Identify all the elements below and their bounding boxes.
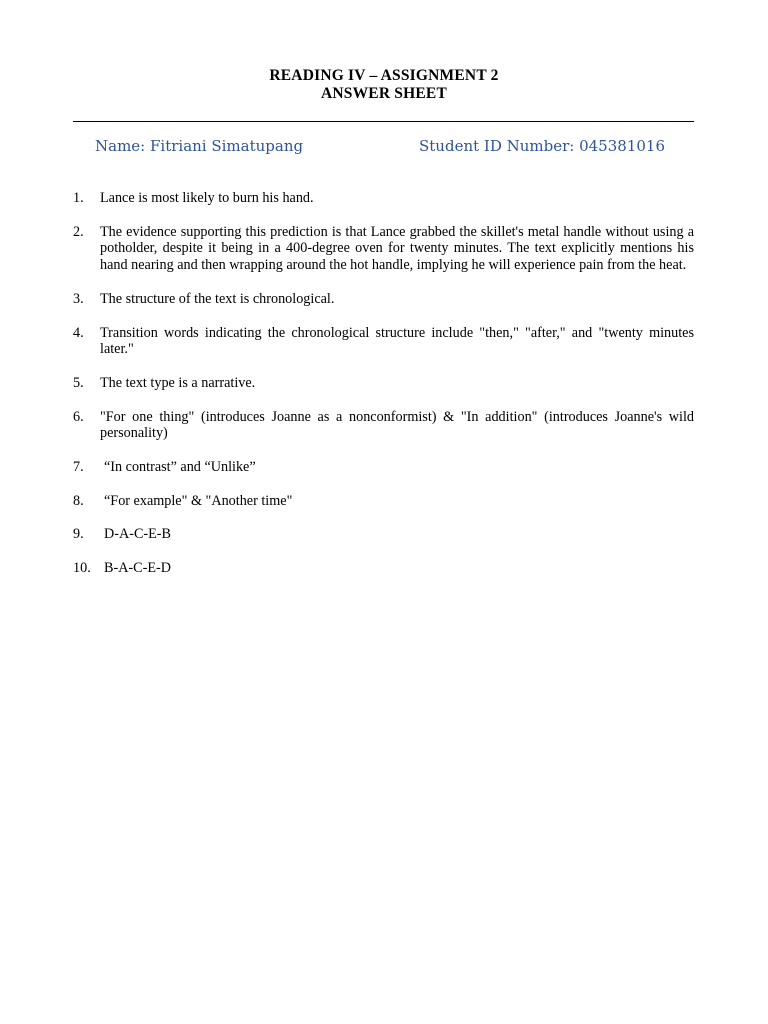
answer-number: 4.: [73, 324, 84, 341]
horizontal-rule: [73, 121, 694, 122]
list-item: [73, 224, 694, 274]
student-info: [95, 137, 695, 157]
answer-text: The structure of the text is chronological.: [100, 290, 335, 307]
answer-number: 6.: [73, 408, 84, 425]
list-item: [73, 409, 694, 442]
answer-text: “For example" & "Another time": [104, 492, 293, 509]
answer-number: 1.: [73, 190, 84, 206]
list-item: [73, 493, 694, 510]
list-item: [73, 459, 694, 476]
list-item: [73, 375, 694, 392]
list-item: [73, 526, 694, 543]
answer-text: The evidence supporting this prediction is that Lance grabbed the skillet's metal handle without using a potholder, despite it being in a 400-degree oven for twenty minutes. The text explicitly mentions his hand nearing and then wrapping around the hot handle, implying he will experience pain from the heat.: [100, 223, 694, 274]
answer-number: 7.: [73, 459, 84, 476]
document-title: [0, 67, 768, 103]
list-item: [73, 291, 694, 308]
answer-text: Transition words indicating the chronological structure include "then," "after," and "twenty minutes later.": [100, 324, 694, 358]
list-item: [73, 325, 694, 358]
answer-text: B-A-C-E-D: [104, 560, 171, 577]
answer-number: 10.: [73, 560, 91, 577]
answer-list: [73, 190, 694, 594]
answer-text: Lance is most likely to burn his hand.: [100, 190, 314, 206]
list-item: [73, 190, 694, 207]
list-item: [73, 560, 694, 577]
title-line-2: ANSWER SHEET: [320, 85, 447, 102]
title-line-1: READING IV – ASSIGNMENT 2: [269, 67, 499, 84]
answer-text: D-A-C-E-B: [104, 526, 171, 543]
answer-number: 5.: [73, 374, 84, 391]
answer-text: The text type is a narrative.: [100, 374, 256, 391]
student-name: Name: Fitriani Simatupang: [95, 137, 304, 155]
answer-number: 2.: [73, 223, 84, 240]
student-id: Student ID Number: 045381016: [419, 137, 665, 155]
answer-text: “In contrast” and “Unlike”: [104, 459, 256, 476]
answer-number: 8.: [73, 492, 84, 509]
answer-number: 9.: [73, 526, 84, 543]
answer-number: 3.: [73, 290, 84, 307]
answer-text: "For one thing" (introduces Joanne as a nonconformist) & "In addition" (introduces Joanne's wild personality): [100, 408, 694, 442]
